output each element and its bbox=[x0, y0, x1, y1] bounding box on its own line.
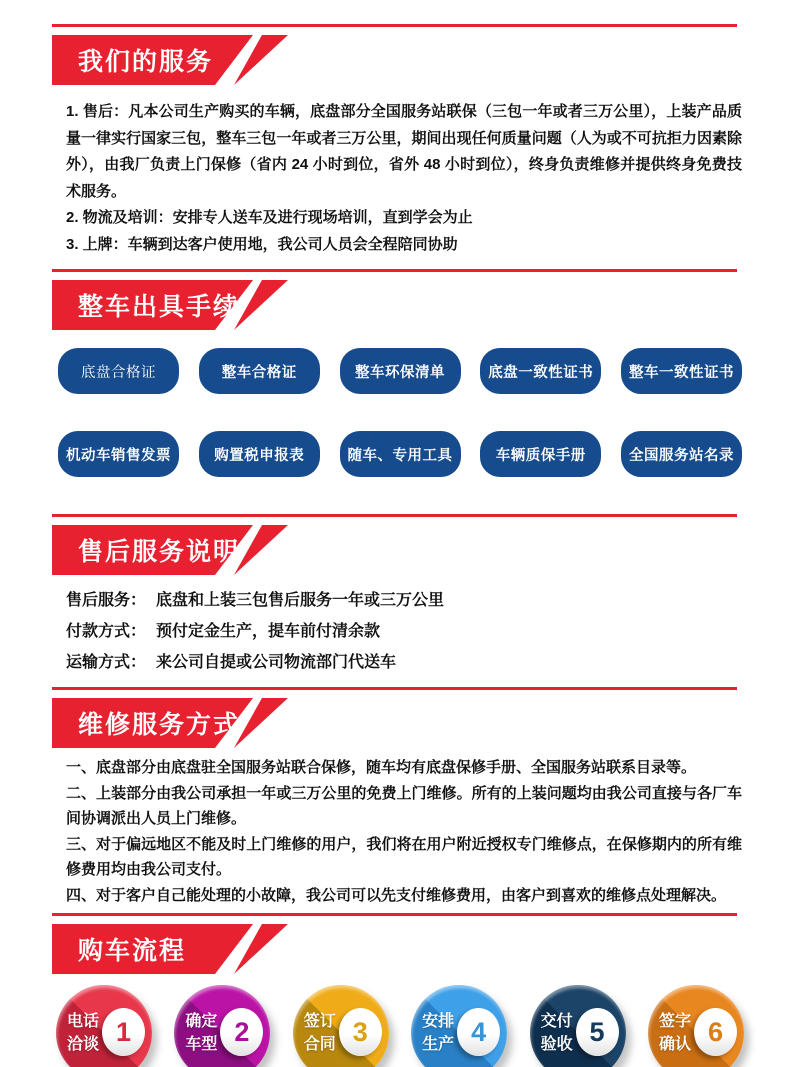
section-title: 整车出具手续 bbox=[78, 293, 241, 321]
step-number-badge: 4 bbox=[457, 1008, 500, 1056]
step-label: 签订 合同 bbox=[303, 1013, 336, 1053]
section-title: 维修服务方式 bbox=[78, 711, 241, 739]
process-step bbox=[56, 985, 152, 1067]
document-pill: 底盘一致性证书 bbox=[480, 348, 601, 394]
step-number-badge: 5 bbox=[576, 1008, 619, 1056]
process-step bbox=[648, 985, 744, 1067]
document-pill: 购置税申报表 bbox=[199, 431, 320, 477]
section-divider bbox=[52, 514, 737, 517]
step-label: 签字 确认 bbox=[658, 1013, 691, 1053]
repair-paragraph: 二、上装部分由我公司承担一年或三万公里的免费上门维修。所有的上装问题均由我公司直接与各厂车间协调派出人员上门维修。 bbox=[66, 784, 742, 827]
section-banner-process bbox=[52, 924, 302, 974]
repair-paragraph: 四、对于客户自己能处理的小故障，我公司可以先支付维修费用，由客户到喜欢的维修点处理解决。 bbox=[66, 886, 727, 904]
section-banner-paperwork bbox=[52, 280, 302, 330]
step-number-badge: 3 bbox=[339, 1008, 382, 1056]
section-divider bbox=[52, 24, 737, 27]
document-pill: 整车环保清单 bbox=[340, 348, 461, 394]
document-pill: 机动车销售发票 bbox=[58, 431, 179, 477]
section-title: 售后服务说明 bbox=[78, 538, 241, 566]
aftersales-row bbox=[66, 616, 742, 647]
service-paragraph: 2. 物流及培训：安排专人送车及进行现场培训，直到学会为止 bbox=[66, 209, 473, 226]
document-pill: 车辆质保手册 bbox=[480, 431, 601, 477]
step-label: 安排 生产 bbox=[422, 1013, 455, 1053]
aftersales-label: 运输方式： bbox=[66, 654, 147, 671]
document-pills-row-1 bbox=[0, 348, 800, 394]
section-title: 购车流程 bbox=[78, 937, 187, 965]
aftersales-text: 底盘和上装三包售后服务一年或三万公里 bbox=[156, 592, 445, 609]
step-number-badge: 2 bbox=[220, 1008, 263, 1056]
aftersales-text: 预付定金生产，提车前付清余款 bbox=[156, 623, 381, 640]
section-divider bbox=[52, 269, 737, 272]
repair-paragraph: 三、对于偏远地区不能及时上门维修的用户，我们将在用户附近授权专门维修点，在保修期内的所有维修费用均由我公司支付。 bbox=[66, 835, 742, 878]
aftersales-label: 付款方式： bbox=[66, 623, 147, 640]
aftersales-row bbox=[66, 647, 742, 678]
section-title: 我们的服务 bbox=[78, 48, 214, 76]
document-pill: 随车、专用工具 bbox=[340, 431, 461, 477]
step-label: 交付 验收 bbox=[540, 1013, 573, 1053]
step-label: 确定 车型 bbox=[185, 1013, 218, 1053]
aftersales-text-block bbox=[66, 585, 742, 678]
aftersales-text: 来公司自提或公司物流部门代送车 bbox=[156, 654, 397, 671]
document-pill: 底盘合格证 bbox=[58, 348, 179, 394]
document-pill: 整车一致性证书 bbox=[621, 348, 742, 394]
document-pills-row-2 bbox=[0, 431, 800, 477]
service-paragraph: 1. 售后：凡本公司生产购买的车辆，底盘部分全国服务站联保（三包一年或者三万公里），上装产品质量一律实行国家三包，整车三包一年或者三万公里，期间出现任何质量问题（人为或不可抗拒力因素除外），由我厂负责上门保修（省内 24 小时到位，省外 48 小时到位），终身负责维修并提供终身免费技术服务。 bbox=[66, 103, 742, 200]
step-number-badge: 1 bbox=[102, 1008, 145, 1056]
service-paragraph: 3. 上牌：车辆到达客户使用地，我公司人员会全程陪同协助 bbox=[66, 235, 458, 253]
section-divider bbox=[52, 687, 737, 690]
section-divider bbox=[52, 913, 737, 916]
document-pill: 全国服务站名录 bbox=[621, 431, 742, 477]
services-text-block bbox=[66, 99, 742, 258]
repair-paragraph: 一、底盘部分由底盘驻全国服务站联合保修，随车均有底盘保修手册、全国服务站联系目录等。 bbox=[66, 759, 697, 776]
process-step bbox=[530, 985, 626, 1067]
process-step bbox=[293, 985, 389, 1067]
step-number-badge: 6 bbox=[694, 1008, 737, 1056]
aftersales-label: 售后服务： bbox=[66, 592, 147, 609]
process-step bbox=[411, 985, 507, 1067]
repair-text-block bbox=[66, 755, 742, 908]
section-banner-services bbox=[52, 35, 302, 85]
process-step bbox=[174, 985, 270, 1067]
document-pill: 整车合格证 bbox=[199, 348, 320, 394]
purchase-process-steps bbox=[0, 985, 800, 1067]
section-banner-aftersales bbox=[52, 525, 302, 575]
section-banner-repair bbox=[52, 698, 302, 748]
step-label: 电话 洽谈 bbox=[67, 1013, 100, 1053]
aftersales-row bbox=[66, 585, 742, 616]
